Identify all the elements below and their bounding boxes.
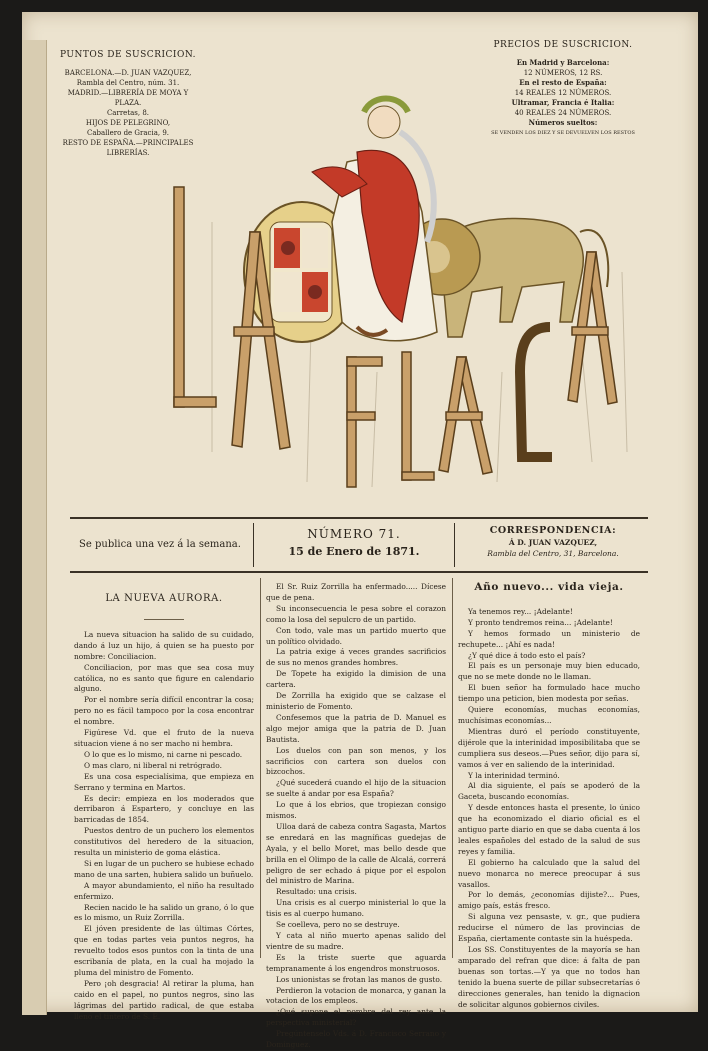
paragraph: El jóven presidente de las últimas Córtes, que en todas partes veia puntos negros, ha revuelto todos esos puntos con la tinta de una escribanía de plata, en la cual ha mojado la pluma del ministro de Fomento.: [74, 924, 254, 977]
correspondence-name: Á D. JUAN VAZQUEZ,: [508, 538, 598, 547]
issue-number: NÚMERO 71.: [307, 527, 401, 541]
binding-edge: [22, 40, 47, 1015]
article-heading: Año nuevo... vida vieja.: [474, 581, 624, 593]
article-ano-nuevo: [458, 582, 640, 1010]
paragraph: Resultado: una crisis.: [276, 887, 357, 897]
price-line: Ultramar, Francia é Italia:: [511, 98, 615, 107]
paragraph: Confesemos que la patria de D. Manuel es algo mejor amiga que la patria de D. Juan Bautista.: [266, 712, 446, 744]
paragraph: Perdieron la votacion de monarca, y ganan la votacion de los empleos.: [266, 985, 446, 1006]
sp-line: RESTO DE ESPAÑA.—PRINCIPALES: [62, 139, 194, 147]
paragraph: O lo que es lo mismo, ni carne ni pescado.: [84, 749, 243, 759]
paragraph: Pregúntenselo Vds. á D. Francisco Serrano y Dominguez.: [266, 1029, 446, 1050]
price-line: En Madrid y Barcelona:: [516, 58, 610, 67]
paragraph: Es la triste suerte que aguarda tempranamente á los engendros monstruosos.: [266, 952, 446, 973]
paragraph: Se coelleva, pero no se destruye.: [276, 920, 400, 930]
paragraph: Por lo demás, ¿economías dijiste?... Pues, amigo país, estás fresco.: [458, 890, 640, 911]
correspondence-address: Rambla del Centro, 31, Barcelona.: [487, 549, 619, 558]
paragraph: Mientras duró el período constituyente, dijérole que la interinidad imposibilitaba que se cumpliera sus deseos.—Pues señor, dijo para sí, vamos á ver en saliendo de la interinidad.: [458, 726, 640, 769]
paragraph: Pero ¡oh desgracia! Al retirar la pluma, han caido en el papel, no puntos negros, sino las lágrimas del partido radical, de que estaba lleno el tintero de S. E.: [74, 978, 254, 1021]
correspondence-cell: [458, 519, 648, 577]
paragraph: Y desde entonces hasta el presente, lo único que ha economizado el diario oficial es el antiguo parte diario en que se daba cuenta á los leales españoles del estado de la salud de sus reyes y familia.: [458, 803, 640, 856]
paragraph: Lo que á los ebrios, que tropiezan consigo mismos.: [266, 800, 446, 821]
article-heading: LA NUEVA AURORA.: [105, 593, 223, 604]
paragraph: Los duelos con pan son menos, y los sacrificios con cartera son duelos con bizcochos.: [266, 745, 446, 777]
paragraph: La nueva situacion ha salido de su cuidado, dando á luz un hijo, á quien se ha puesto por nombre: Conciliacion.: [74, 629, 254, 661]
paragraph: Los unionistas se frotan las manos de gusto.: [276, 974, 443, 984]
paragraph: Es una cosa especialísima, que empieza en Serrano y termina en Martos.: [74, 771, 254, 792]
masthead-illustration: [172, 72, 652, 492]
paragraph: Puestos dentro de un puchero los elementos constitutivos del heredero de la situacion, resulta un ministerio de goma elástica.: [74, 826, 254, 858]
paragraph: Es decir: empieza en los moderados que derribaron á Espartero, y concluye en las barricadas de 1854.: [74, 793, 254, 825]
correspondence-title: CORRESPONDENCIA:: [489, 525, 617, 536]
newspaper-page: [22, 12, 698, 1050]
paragraph: Si en lugar de un puchero se hubiese echado mano de una sarten, hubiera salido un buñuelo.: [74, 858, 254, 879]
paragraph: ¿Y qué dice á todo esto el país?: [468, 650, 586, 660]
price-line: Números sueltos:: [528, 118, 598, 127]
paragraph: Una crisis es al cuerpo ministerial lo que la tisis es al cuerpo humano.: [266, 898, 446, 919]
paragraph: Y la interinidad terminó.: [468, 770, 560, 780]
paragraph: A mayor abundamiento, el niño ha resultado enfermizo.: [74, 880, 254, 901]
paragraph: El Sr. Ruiz Zorrilla ha enfermado..... Dícese que de pena.: [266, 582, 446, 602]
issue-date: 15 de Enero de 1871.: [288, 545, 420, 558]
paragraph: Por el nombre sería difícil encontrar la cosa; pero no es fácil tampoco por la cosa encontrar el nombre.: [74, 695, 254, 727]
sp-line: LIBRERÍAS.: [106, 149, 150, 157]
paragraph: O mas claro, ni liberal ni retrógrado.: [84, 760, 222, 770]
paragraph: Su inconsecuencia le pesa sobre el corazon como la losa del sepulcro de un partido.: [266, 603, 446, 624]
paragraph: El buen señor ha formulado hace mucho tiempo una peticion, bien modesta por señas.: [458, 683, 640, 704]
paragraph: Si alguna vez pensaste, v. gr., que pudiera reducirse el número de las provincias de España, ciertamente contaste sin la huéspeda.: [458, 912, 640, 944]
sp-line: MADRID.—LIBRERÍA DE MOYA Y PLAZA.: [67, 89, 189, 107]
article-continued: [266, 582, 446, 1051]
sp-line: Caballero de Gracia, 9.: [86, 129, 169, 137]
paragraph: Ya tenemos rey... ¡Adelante!: [468, 606, 573, 616]
masthead-info-row: [70, 517, 648, 573]
paragraph: El país es un personaje muy bien educado, que no se mete donde no le llaman.: [458, 661, 640, 682]
subscription-prices-title: PRECIOS DE SUSCRICION.: [493, 40, 633, 50]
paragraph: ¿Qué supone el nombre del rey ante la perspectiva ministerial?: [266, 1007, 446, 1028]
publication-frequency: Se publica una vez á la semana.: [79, 539, 241, 550]
paragraph: Y cata al niño muerto apenas salido del vientre de su madre.: [266, 931, 446, 951]
price-line: En el resto de España:: [519, 78, 607, 87]
issue-cell: [258, 519, 450, 579]
paragraph: Conciliacion, por mas que sea cosa muy católica, no es santo que figure en calendario alguno.: [74, 662, 254, 694]
article-la-nueva-aurora: [74, 582, 254, 1023]
paragraph: Los SS. Constituyentes de la mayoría se han amparado del refran que dice: á falta de pan buenas son tortas.—Y ya que no todos han tenido la buena suerte de pillar subsecretarías ó direcciones generales, han tenido la dignacion de solicitar algunos gobiernos civiles.: [458, 945, 640, 1009]
paragraph: Y hemos formado un ministerio de rechupete... ¡Ahí es nada!: [458, 628, 640, 649]
sp-line: HIJOS DE PELEGRINO,: [85, 119, 171, 127]
paragraph: Al dia siguiente, el país se apoderó de la Gaceta, buscando economías.: [458, 781, 640, 802]
paragraph: Ulloa dará de cabeza contra Sagasta, Martos se enredará en las magníficas guedejas de Ayala, y el bello Moret, mas bello desde que brilla en el Olimpo de la calle de Alcalá, correrá peligro de ser echado á pique por el espolon del ministro de Marina.: [266, 821, 446, 886]
price-line: 12 NÚMEROS, 12 RS.: [523, 69, 603, 77]
paragraph: Quiere economías, muchas economías, muchísimas economías...: [458, 705, 640, 725]
sp-line: Rambla del Centro, núm. 31.: [76, 79, 180, 87]
price-line: 40 REALES 24 NÚMEROS.: [514, 109, 612, 117]
paragraph: De Topete ha exigido la dimision de una cartera.: [266, 669, 446, 690]
paragraph: La patria exige á veces grandes sacrificios de sus no menos grandes hombres.: [266, 647, 446, 668]
paragraph: Figúrese Vd. que el fruto de la nueva situacion viene á no ser macho ni hembra.: [74, 728, 254, 748]
paragraph: El gobierno ha calculado que la salud del nuevo monarca no merece preocupar á sus vasallos.: [458, 857, 640, 889]
paragraph: Y pronto tendremos reina... ¡Adelante!: [468, 617, 613, 627]
paragraph: ¿Qué sucederá cuando el hijo de la situacion se suelte á andar por esa España?: [266, 778, 446, 799]
price-line: SE VENDEN LOS DIEZ Y SE DEVUELVEN LOS RESTOS: [491, 130, 635, 136]
paragraph: De Zorrilla ha exigido que se calzase el ministerio de Fomento.: [266, 691, 446, 711]
subscription-points-title: PUNTOS DE SUSCRICION.: [59, 50, 197, 60]
sp-line: BARCELONA.—D. JUAN VAZQUEZ,: [64, 69, 192, 77]
paragraph: Con todo, vale mas un partido muerto que un político olvidado.: [266, 625, 446, 646]
frequency-cell: [70, 519, 250, 571]
sp-line: Carretas, 8.: [106, 109, 150, 117]
paragraph: Recien nacido le ha salido un grano, ó lo que es lo mismo, un Ruiz Zorrilla.: [74, 902, 254, 923]
price-line: 14 REALES 12 NÚMEROS.: [514, 89, 612, 97]
